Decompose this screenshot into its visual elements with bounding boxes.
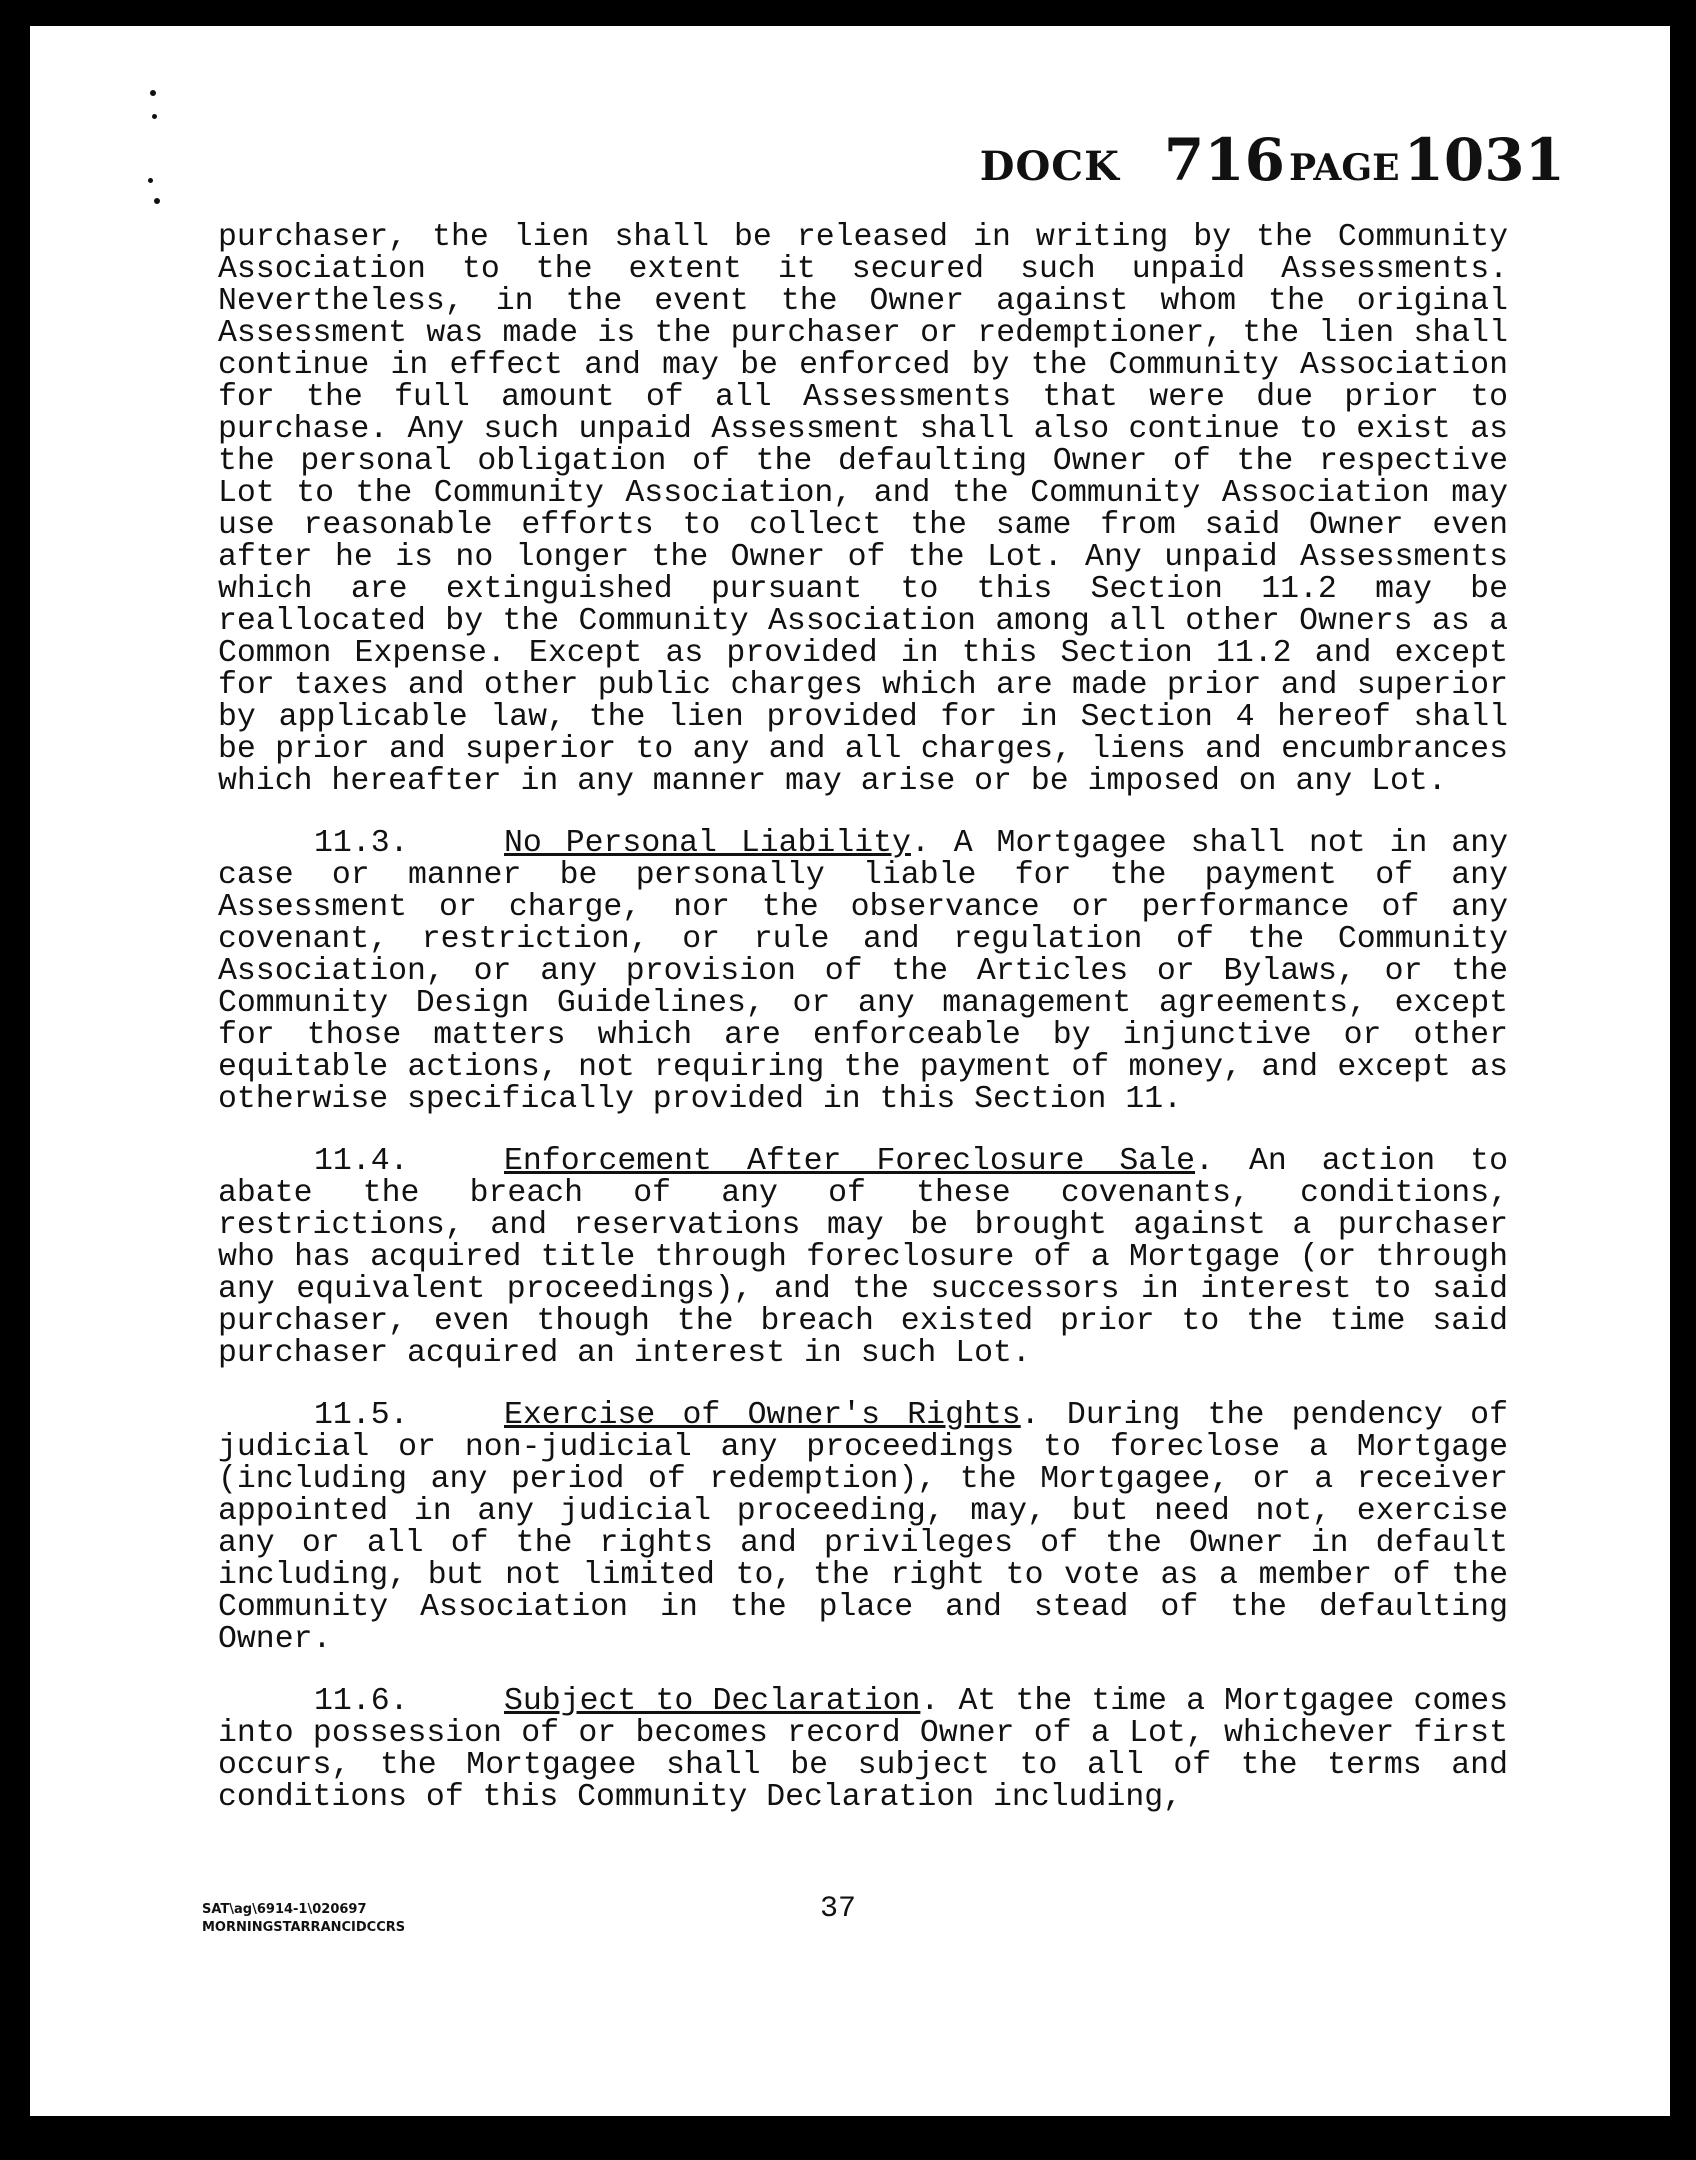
section-11-5 — [218, 1400, 1508, 1656]
section-text: . An action to abate the breach of any of these covenants, conditions, restrictions, and reservations may be brought against a purchaser who has acquired title through foreclosure of a Mortgage (or through any equivalent proceedings), and the successors in interest to said purchaser, even though the breach existed prior to the time said purchaser acquired an interest in such Lot. — [218, 1144, 1508, 1371]
book-number: 716 — [1163, 126, 1285, 194]
section-title: Enforcement After Foreclosure Sale — [504, 1144, 1196, 1179]
section-number: 11.5. — [314, 1398, 409, 1433]
scan-speck — [154, 198, 160, 204]
scan-speck — [148, 178, 153, 183]
paragraph-continuation: purchaser, the lien shall be released in writing by the Community Association to the extent it secured such unpaid Assessments. Nevertheless, in the event the Owner against whom the original Assessment was made is the purchaser or redemptioner, the lien shall continue in effect and may be enforced by the Community Association for the full amount of all Assessments that were due prior to purchase. Any such unpaid Assessment shall also continue to exist as the personal obligation of the defaulting Owner of the respective Lot to the Community Association, and the Community Association may use reasonable efforts to collect the same from said Owner even after he is no longer the Owner of the Lot. Any unpaid Assessments which are extinguished pursuant to this Section 11.2 may be reallocated by the Community Association among all other Owners as a Common Expense. Except as provided in this Section 11.2 and except for taxes and other public charges which are made prior and superior by applicable law, the lien provided for in Section 4 hereof shall be prior and superior to any and all charges, liens and encumbrances which hereafter in any manner may arise or be imposed on any Lot. — [218, 220, 1508, 799]
section-number: 11.4. — [314, 1144, 409, 1179]
section-number: 11.3. — [314, 826, 409, 861]
section-number: 11.6. — [314, 1684, 409, 1719]
document-page — [30, 26, 1670, 2116]
scan-speck — [152, 114, 157, 119]
section-11-4 — [218, 1146, 1508, 1370]
section-text: . During the pendency of judicial or non-judicial any proceedings to foreclose a Mortgage (including any period of redemption), the Mortgagee, or a receiver appointed in any judicial proceeding, may, but need not, exercise any or all of the rights and privileges of the Owner in default including, but not limited to, the right to vote as a member of the Community Association in the place and stead of the defaulting Owner. — [218, 1398, 1508, 1657]
recording-stamp — [980, 126, 1565, 194]
section-title: Exercise of Owner's Rights — [504, 1398, 1021, 1433]
section-title: No Personal Liability — [504, 826, 911, 861]
section-text: . A Mortgagee shall not in any case or manner be personally liable for the payment of any Assessment or charge, nor the observance or performance of any covenant, restriction, or rule and regulation of the Community Association, or any provision of the Articles or Bylaws, or the Community Design Guidelines, or any management agreements, except for those matters which are enforceable by injunctive or other equitable actions, not requiring the payment of money, and except as otherwise specifically provided in this Section 11. — [218, 826, 1508, 1117]
page-number: 37 — [820, 1892, 857, 1926]
document-body — [218, 222, 1508, 1844]
section-text: . At the time a Mortgagee comes into possession of or becomes record Owner of a Lot, whichever first occurs, the Mortgagee shall be subject to all of the terms and conditions of this Community Declaration including, — [218, 1684, 1508, 1815]
section-11-3 — [218, 828, 1508, 1116]
section-title: Subject to Declaration — [504, 1684, 921, 1719]
page-label: PAGE — [1288, 147, 1400, 189]
section-11-6 — [218, 1686, 1508, 1814]
book-label: DOCK — [979, 143, 1120, 190]
scan-speck — [150, 90, 156, 96]
document-file-reference — [202, 1901, 405, 1937]
stamp-page-number: 1031 — [1403, 126, 1565, 194]
file-reference-line-1: SAT\ag\6914-1\020697 — [202, 1902, 367, 1917]
file-reference-line-2: MORNINGSTARRANCIDCCRS — [202, 1920, 406, 1935]
